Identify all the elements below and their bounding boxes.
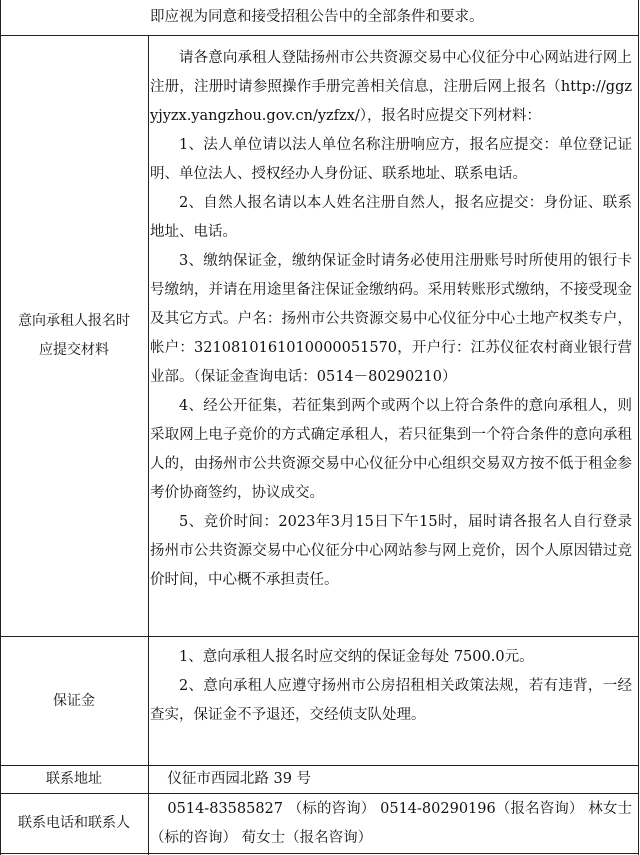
deposit-content bbox=[150, 643, 632, 730]
intro-row bbox=[150, 3, 632, 32]
deposit-paragraph: 2、意向承租人应遵守扬州市公房招租相关政策法规，若有违背，一经查实，保证金不予退还，交经侦支队处理。 bbox=[150, 678, 632, 723]
intro-text: 即应视为同意和接受招租公告中的全部条件和要求。 bbox=[150, 9, 484, 25]
deposit-paragraph: 1、意向承租人报名时应交纳的保证金每处 7500.0元。 bbox=[179, 649, 534, 665]
materials-label-line2: 应提交材料 bbox=[39, 342, 109, 358]
table-border-right bbox=[638, 0, 639, 855]
contact-label: 联系电话和联系人 bbox=[18, 815, 130, 831]
materials-label-line1: 意向承租人报名时 bbox=[18, 313, 130, 329]
address-label: 联系地址 bbox=[46, 771, 102, 787]
table-border-bottom bbox=[0, 853, 639, 854]
materials-label bbox=[0, 36, 148, 636]
materials-paragraph: 5、竞价时间：2023年3月15日下午15时，届时请各报名人自行登录扬州市公共资源交易中心仪征分中心网站参与网上竞价，因个人原因错过竞价时间，中心概不承担责任。 bbox=[150, 514, 632, 588]
column-divider bbox=[148, 35, 149, 855]
deposit-label: 保证金 bbox=[53, 692, 95, 709]
materials-paragraph: 请各意向承租人登陆扬州市公共资源交易中心仪征分中心网站进行网上注册，注册时请参照操作手册完善相关信息，注册后网上报名（http://ggzyjyzx.yangzhou.gov.cn/yzfzx/），报名时应提交下列材料： bbox=[150, 50, 632, 124]
materials-paragraph: 3、缴纳保证金，缴纳保证金时请务必使用注册账号时所使用的银行卡号缴纳，并请在用途里备注保证金缴纳码。采用转账形式缴纳，不接受现金及其它方式。户名：扬州市公共资源交易中心仪征分中心土地产权类专户，帐户：32108101610100000515​70，开户行：江苏仪征农村商业银行营业部。（保证金查询电话：0514－80290210） bbox=[150, 253, 632, 385]
materials-paragraph: 2、自然人报名请以本人姓名注册自然人，报名应提交：身份证、联系地址、电话。 bbox=[150, 195, 632, 240]
address-content bbox=[150, 765, 632, 794]
contact-content bbox=[150, 795, 632, 853]
materials-paragraph: 4、经公开征集，若征集到两个或两个以上符合条件的意向承租人，则采取网上电子竞价的方式确定承租人，若只征集到一个符合条件的意向承租人的，由扬州市公共资源交易中心仪征分中心组织交易双方按不低于租金参考价协商签约，协议成交。 bbox=[150, 398, 632, 501]
materials-content bbox=[150, 44, 632, 595]
address-value: 仪征市西园北路 39 号 bbox=[167, 771, 312, 787]
materials-paragraph: 1、法人单位请以法人单位名称注册响应方，报名应提交：单位登记证明、单位法人、授权经办人身份证、联系地址、联系电话。 bbox=[150, 137, 632, 182]
contact-value: 0514-83585827 （标的咨询） 0514-80290196（报名咨询） 林女士（标的咨询） 荀女士（报名咨询） bbox=[150, 801, 632, 846]
